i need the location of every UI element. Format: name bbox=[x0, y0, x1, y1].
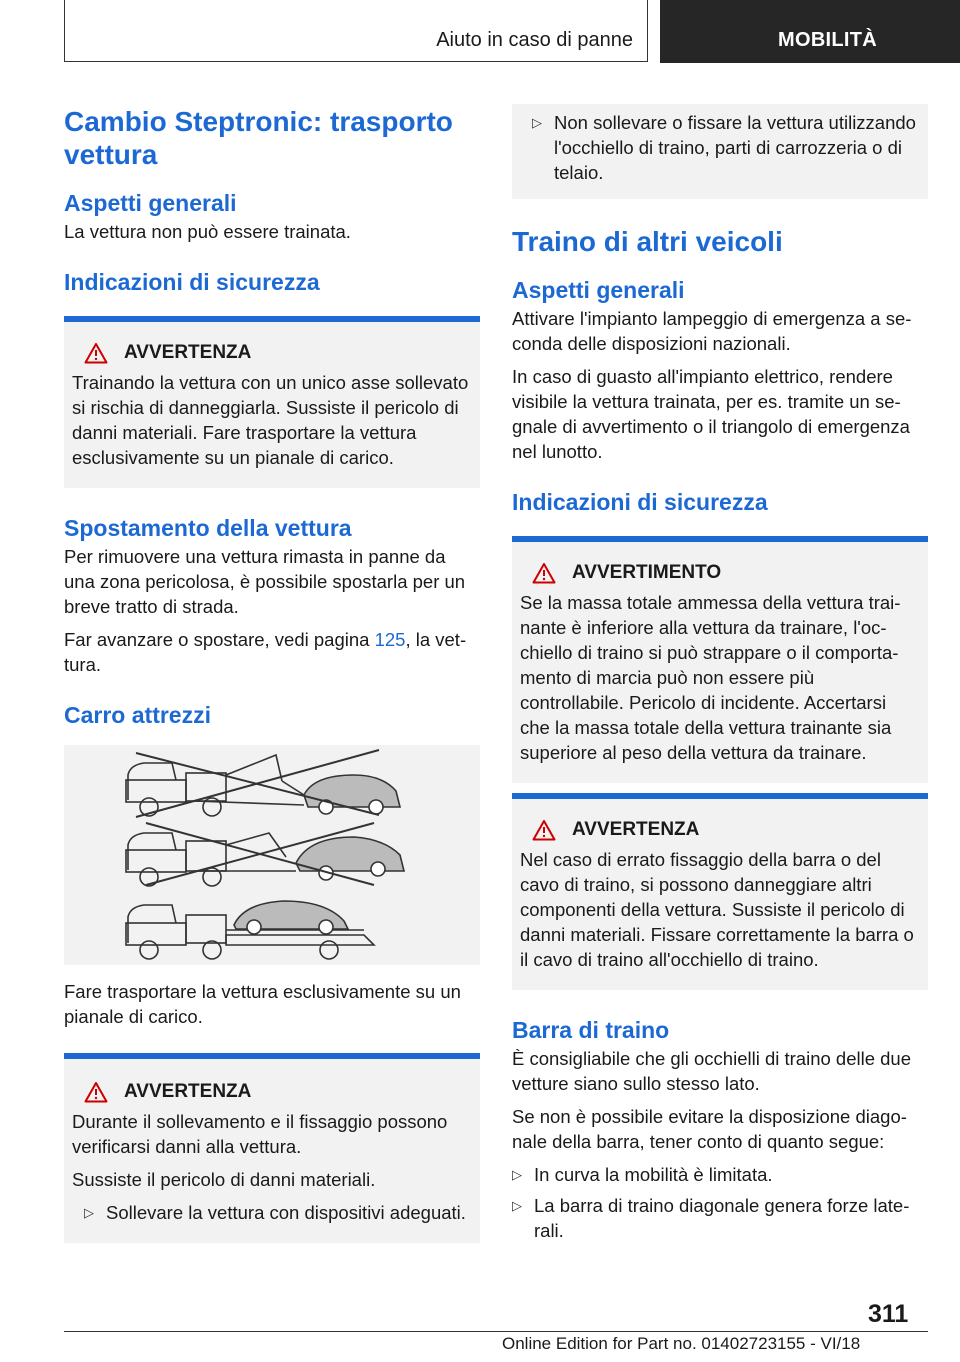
heading-safety: Indicazioni di sicurezza bbox=[512, 489, 768, 515]
warning-box-continued bbox=[512, 104, 928, 199]
warning-text: Trainando la vettura con un unico asse sollevato si rischia di danneggiarla. Sussiste il pericolo di danni materiali. Fare trasportare la vettura esclusivamente su un pianale di carico. bbox=[72, 372, 469, 468]
warning-text: Durante il sollevamento e il fissaggio possono verificarsi danni alla vettura. bbox=[72, 1111, 448, 1157]
text-general: In caso di guasto all'impianto elettrico, rendere visibile la vettura trainata, per es. tramite un segnale di avvertimento o il triangolo di emergenza nel lunotto. bbox=[512, 366, 910, 462]
text-tow-truck: Fare trasportare la vettura esclusivamente su un pianale di carico. bbox=[64, 981, 461, 1027]
warning-triangle-icon bbox=[532, 562, 556, 584]
text-tow-bar: Se non è possibile evitare la disposizione diagonale della barra, tener conto di quanto segue: bbox=[512, 1106, 907, 1152]
list-item: ▷ Sollevare la vettura con dispositivi adeguati. bbox=[72, 1200, 472, 1225]
heading-general: Aspetti generali bbox=[512, 277, 685, 303]
warning-label: AVVERTIMENTO bbox=[572, 562, 722, 583]
heading-tow-truck: Carro attrezzi bbox=[64, 702, 211, 728]
bullet-marker-icon: ▷ bbox=[512, 1167, 522, 1182]
warning-label: AVVERTENZA bbox=[572, 819, 700, 840]
warning-label: AVVERTENZA bbox=[124, 1081, 252, 1102]
text-move-ref: Far avanzare o spostare, vedi pagina 125, la vettura. bbox=[64, 629, 467, 675]
page-link[interactable]: 125 bbox=[374, 629, 406, 650]
page-number: 311 bbox=[868, 1300, 909, 1328]
warning-box bbox=[512, 793, 928, 990]
header-chapter bbox=[660, 0, 960, 63]
text-general: Attivare l'impianto lampeggio di emergenza a seconda delle disposizioni nazionali. bbox=[512, 308, 912, 354]
list-item: ▷ La barra di traino diagonale genera forze laterali. bbox=[500, 1193, 928, 1243]
warning-text: Se la massa totale ammessa della vettura trainante è inferiore alla vettura da trainare, l'occhiello di traino si può strappare o il comportamento di marcia può non essere più controllabile. Pericolo di incidente. Accertarsi che la massa totale della vettura trainante sia superiore al peso della vettura da trainare. bbox=[520, 592, 901, 763]
list-item: ▷ In curva la mobilità è limitata. bbox=[500, 1162, 928, 1187]
list-item: ▷ Non sollevare o fissare la vettura utilizzando l'occhiello di traino, parti di carrozzeria o di telaio. bbox=[520, 110, 920, 185]
section-title: Traino di altri veicoli bbox=[512, 226, 783, 257]
warning-box bbox=[64, 1053, 480, 1243]
right-column bbox=[512, 104, 928, 1243]
footer-divider bbox=[64, 1331, 928, 1332]
left-column bbox=[64, 100, 480, 1243]
warning-triangle-icon bbox=[532, 819, 556, 841]
bullet-marker-icon: ▷ bbox=[532, 115, 542, 130]
text-general: La vettura non può essere trainata. bbox=[64, 221, 351, 242]
footer-edition: Online Edition for Part no. 01402723155 - VI/18 bbox=[502, 1334, 861, 1353]
header-section bbox=[64, 0, 648, 62]
bullet-marker-icon: ▷ bbox=[84, 1205, 94, 1220]
heading-general: Aspetti generali bbox=[64, 190, 237, 216]
warning-label: AVVERTENZA bbox=[124, 342, 252, 363]
warning-triangle-icon bbox=[84, 342, 108, 364]
tow-truck-illustration bbox=[64, 745, 480, 965]
text-tow-bar: È consigliabile che gli occhielli di traino delle due vetture siano sullo stesso lato. bbox=[512, 1048, 912, 1094]
header-section-title: Aiuto in caso di panne bbox=[436, 29, 633, 51]
heading-move: Spostamento della vettura bbox=[64, 515, 352, 541]
warning-text: Nel caso di errato fissaggio della barra o del cavo di traino, si possono danneggiare altri componenti della vettura. Sussiste il pericolo di danni materiali. Fissare correttamente la barra o il cavo di traino all'occhiello di traino. bbox=[520, 849, 914, 970]
warning-box bbox=[512, 536, 928, 783]
text-move: Per rimuovere una vettura rimasta in panne da una zona pericolosa, è possibile spostarla per un breve tratto di strada. bbox=[64, 546, 466, 617]
bullet-marker-icon: ▷ bbox=[512, 1198, 522, 1213]
tow-truck-illustration-icon bbox=[64, 745, 480, 965]
section-title: Cambio Steptronic: trasporto vettura bbox=[64, 106, 453, 170]
warning-box bbox=[64, 316, 480, 488]
warning-text: Sussiste il pericolo di danni materiali. bbox=[72, 1169, 376, 1190]
warning-triangle-icon bbox=[84, 1081, 108, 1103]
heading-safety: Indicazioni di sicurezza bbox=[64, 269, 320, 295]
heading-tow-bar: Barra di traino bbox=[512, 1017, 670, 1043]
header-chapter-title: MOBILITÀ bbox=[778, 29, 878, 51]
